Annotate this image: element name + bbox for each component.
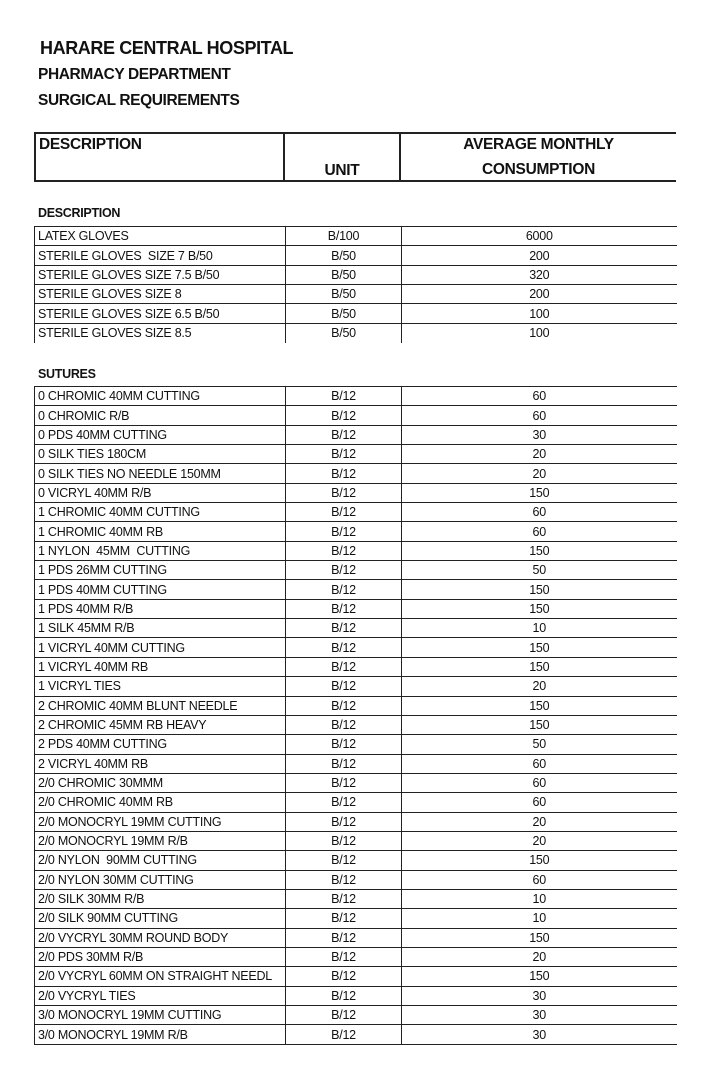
table-row — [35, 522, 677, 541]
item-unit: B/12 — [286, 986, 402, 1005]
item-description: 1 PDS 40MM CUTTING — [35, 580, 286, 599]
table-row — [35, 754, 677, 773]
table-row — [35, 541, 677, 560]
item-consumption: 60 — [402, 406, 677, 425]
item-unit: B/12 — [286, 812, 402, 831]
table-row — [35, 304, 677, 323]
item-consumption: 150 — [402, 851, 677, 870]
item-unit: B/12 — [286, 541, 402, 560]
table-row — [35, 619, 677, 638]
item-description: 2/0 VYCRYL 30MM ROUND BODY — [35, 928, 286, 947]
item-description: 1 VICRYL 40MM CUTTING — [35, 638, 286, 657]
item-description: 2/0 CHROMIC 40MM RB — [35, 793, 286, 812]
item-description: 1 CHROMIC 40MM CUTTING — [35, 503, 286, 522]
item-consumption: 150 — [402, 715, 677, 734]
table-row — [35, 425, 677, 444]
item-unit: B/12 — [286, 677, 402, 696]
sutures-table — [34, 386, 677, 1045]
item-unit: B/12 — [286, 445, 402, 464]
table-row — [35, 1025, 677, 1044]
item-unit: B/12 — [286, 793, 402, 812]
table-row — [35, 246, 677, 265]
item-description: 0 SILK TIES NO NEEDLE 150MM — [35, 464, 286, 483]
table-row — [35, 735, 677, 754]
item-unit: B/12 — [286, 1025, 402, 1044]
item-consumption: 200 — [402, 246, 677, 265]
item-description: 3/0 MONOCRYL 19MM CUTTING — [35, 1006, 286, 1025]
item-description: 2/0 NYLON 90MM CUTTING — [35, 851, 286, 870]
item-unit: B/12 — [286, 928, 402, 947]
item-description: 2/0 PDS 30MM R/B — [35, 947, 286, 966]
table-row — [35, 599, 677, 618]
table-row — [35, 445, 677, 464]
item-unit: B/12 — [286, 696, 402, 715]
table-row — [35, 464, 677, 483]
item-description: 1 VICRYL TIES — [35, 677, 286, 696]
item-unit: B/12 — [286, 387, 402, 406]
table-row — [35, 851, 677, 870]
table-row — [35, 503, 677, 522]
table-row — [35, 831, 677, 850]
item-unit: B/12 — [286, 773, 402, 792]
item-description: 2 CHROMIC 40MM BLUNT NEEDLE — [35, 696, 286, 715]
item-consumption: 50 — [402, 561, 677, 580]
item-description: 3/0 MONOCRYL 19MM R/B — [35, 1025, 286, 1044]
item-consumption: 20 — [402, 812, 677, 831]
item-description: 0 CHROMIC R/B — [35, 406, 286, 425]
item-unit: B/12 — [286, 599, 402, 618]
item-unit: B/12 — [286, 831, 402, 850]
item-description: 2/0 MONOCRYL 19MM CUTTING — [35, 812, 286, 831]
column-header-consumption — [401, 132, 676, 182]
item-description: 1 CHROMIC 40MM RB — [35, 522, 286, 541]
column-header-unit-label: UNIT — [324, 162, 360, 179]
table-row — [35, 793, 677, 812]
item-unit: B/50 — [286, 285, 402, 304]
item-consumption: 60 — [402, 503, 677, 522]
item-consumption: 320 — [402, 265, 677, 284]
item-description: 0 CHROMIC 40MM CUTTING — [35, 387, 286, 406]
item-description: STERILE GLOVES SIZE 8.5 — [35, 323, 286, 342]
item-consumption: 60 — [402, 522, 677, 541]
column-header-consumption-line1: AVERAGE MONTHLY — [463, 136, 614, 153]
table-row — [35, 889, 677, 908]
item-consumption: 10 — [402, 619, 677, 638]
item-consumption: 30 — [402, 1006, 677, 1025]
hospital-name: HARARE CENTRAL HOSPITAL — [40, 38, 294, 58]
item-consumption: 150 — [402, 541, 677, 560]
item-unit: B/12 — [286, 754, 402, 773]
gloves-table — [34, 226, 677, 343]
item-description: 0 VICRYL 40MM R/B — [35, 483, 286, 502]
table-row — [35, 696, 677, 715]
item-consumption: 150 — [402, 928, 677, 947]
table-row — [35, 323, 677, 342]
item-description: 2/0 NYLON 30MM CUTTING — [35, 870, 286, 889]
table-row — [35, 870, 677, 889]
department-name: PHARMACY DEPARTMENT — [38, 66, 231, 83]
item-description: STERILE GLOVES SIZE 6.5 B/50 — [35, 304, 286, 323]
item-unit: B/100 — [286, 227, 402, 246]
item-description: 2/0 VYCRYL 60MM ON STRAIGHT NEEDL — [35, 967, 286, 986]
column-header-description — [34, 132, 285, 182]
table-row — [35, 657, 677, 676]
item-consumption: 60 — [402, 773, 677, 792]
column-header-row — [34, 132, 676, 182]
table-row — [35, 986, 677, 1005]
table-row — [35, 967, 677, 986]
item-description: 2 VICRYL 40MM RB — [35, 754, 286, 773]
item-consumption: 100 — [402, 304, 677, 323]
item-unit: B/50 — [286, 246, 402, 265]
item-consumption: 20 — [402, 445, 677, 464]
item-consumption: 150 — [402, 657, 677, 676]
item-unit: B/50 — [286, 304, 402, 323]
item-unit: B/12 — [286, 522, 402, 541]
column-header-consumption-line2: CONSUMPTION — [482, 161, 595, 178]
item-consumption: 60 — [402, 793, 677, 812]
item-description: 1 VICRYL 40MM RB — [35, 657, 286, 676]
column-header-unit — [285, 132, 401, 182]
item-unit: B/12 — [286, 561, 402, 580]
item-unit: B/12 — [286, 909, 402, 928]
table-row — [35, 773, 677, 792]
item-description: 1 SILK 45MM R/B — [35, 619, 286, 638]
item-description: STERILE GLOVES SIZE 7 B/50 — [35, 246, 286, 265]
item-unit: B/12 — [286, 947, 402, 966]
item-unit: B/12 — [286, 889, 402, 908]
item-unit: B/12 — [286, 851, 402, 870]
item-consumption: 60 — [402, 387, 677, 406]
item-unit: B/12 — [286, 406, 402, 425]
item-unit: B/12 — [286, 715, 402, 734]
item-consumption: 150 — [402, 580, 677, 599]
table-row — [35, 909, 677, 928]
item-consumption: 10 — [402, 909, 677, 928]
item-consumption: 150 — [402, 599, 677, 618]
item-consumption: 30 — [402, 425, 677, 444]
item-consumption: 20 — [402, 677, 677, 696]
item-description: 1 PDS 40MM R/B — [35, 599, 286, 618]
item-unit: B/12 — [286, 425, 402, 444]
item-consumption: 30 — [402, 986, 677, 1005]
item-description: LATEX GLOVES — [35, 227, 286, 246]
item-consumption: 60 — [402, 754, 677, 773]
item-description: 2 CHROMIC 45MM RB HEAVY — [35, 715, 286, 734]
item-consumption: 20 — [402, 947, 677, 966]
table-row — [35, 227, 677, 246]
table-row — [35, 406, 677, 425]
item-consumption: 150 — [402, 967, 677, 986]
table-row — [35, 483, 677, 502]
column-header-description-label: DESCRIPTION — [39, 136, 142, 153]
table-row — [35, 812, 677, 831]
item-description: 0 PDS 40MM CUTTING — [35, 425, 286, 444]
item-unit: B/12 — [286, 870, 402, 889]
item-unit: B/12 — [286, 657, 402, 676]
item-unit: B/50 — [286, 323, 402, 342]
item-description: STERILE GLOVES SIZE 7.5 B/50 — [35, 265, 286, 284]
table-row — [35, 561, 677, 580]
table-row — [35, 947, 677, 966]
item-consumption: 20 — [402, 831, 677, 850]
item-description: 1 NYLON 45MM CUTTING — [35, 541, 286, 560]
table-row — [35, 638, 677, 657]
item-consumption: 150 — [402, 483, 677, 502]
item-consumption: 200 — [402, 285, 677, 304]
item-description: 2/0 VYCRYL TIES — [35, 986, 286, 1005]
item-unit: B/12 — [286, 503, 402, 522]
item-description: 2/0 MONOCRYL 19MM R/B — [35, 831, 286, 850]
table-row — [35, 715, 677, 734]
item-unit: B/12 — [286, 619, 402, 638]
item-consumption: 60 — [402, 870, 677, 889]
table-row — [35, 265, 677, 284]
item-consumption: 50 — [402, 735, 677, 754]
table-row — [35, 677, 677, 696]
item-description: 2 PDS 40MM CUTTING — [35, 735, 286, 754]
table-row — [35, 387, 677, 406]
item-description: 1 PDS 26MM CUTTING — [35, 561, 286, 580]
item-unit: B/12 — [286, 483, 402, 502]
table-row — [35, 928, 677, 947]
item-unit: B/12 — [286, 1006, 402, 1025]
item-consumption: 150 — [402, 638, 677, 657]
table-row — [35, 1006, 677, 1025]
document-title: SURGICAL REQUIREMENTS — [38, 92, 240, 109]
item-consumption: 20 — [402, 464, 677, 483]
item-unit: B/12 — [286, 967, 402, 986]
item-description: STERILE GLOVES SIZE 8 — [35, 285, 286, 304]
section-title-sutures: SUTURES — [38, 367, 96, 381]
item-description: 2/0 SILK 90MM CUTTING — [35, 909, 286, 928]
item-unit: B/12 — [286, 735, 402, 754]
item-unit: B/12 — [286, 464, 402, 483]
item-description: 2/0 SILK 30MM R/B — [35, 889, 286, 908]
item-description: 0 SILK TIES 180CM — [35, 445, 286, 464]
item-consumption: 10 — [402, 889, 677, 908]
item-consumption: 100 — [402, 323, 677, 342]
item-consumption: 150 — [402, 696, 677, 715]
section-title-gloves: DESCRIPTION — [38, 206, 121, 220]
table-row — [35, 580, 677, 599]
item-description: 2/0 CHROMIC 30MMM — [35, 773, 286, 792]
item-consumption: 30 — [402, 1025, 677, 1044]
item-unit: B/12 — [286, 638, 402, 657]
item-consumption: 6000 — [402, 227, 677, 246]
item-unit: B/50 — [286, 265, 402, 284]
table-row — [35, 285, 677, 304]
item-unit: B/12 — [286, 580, 402, 599]
